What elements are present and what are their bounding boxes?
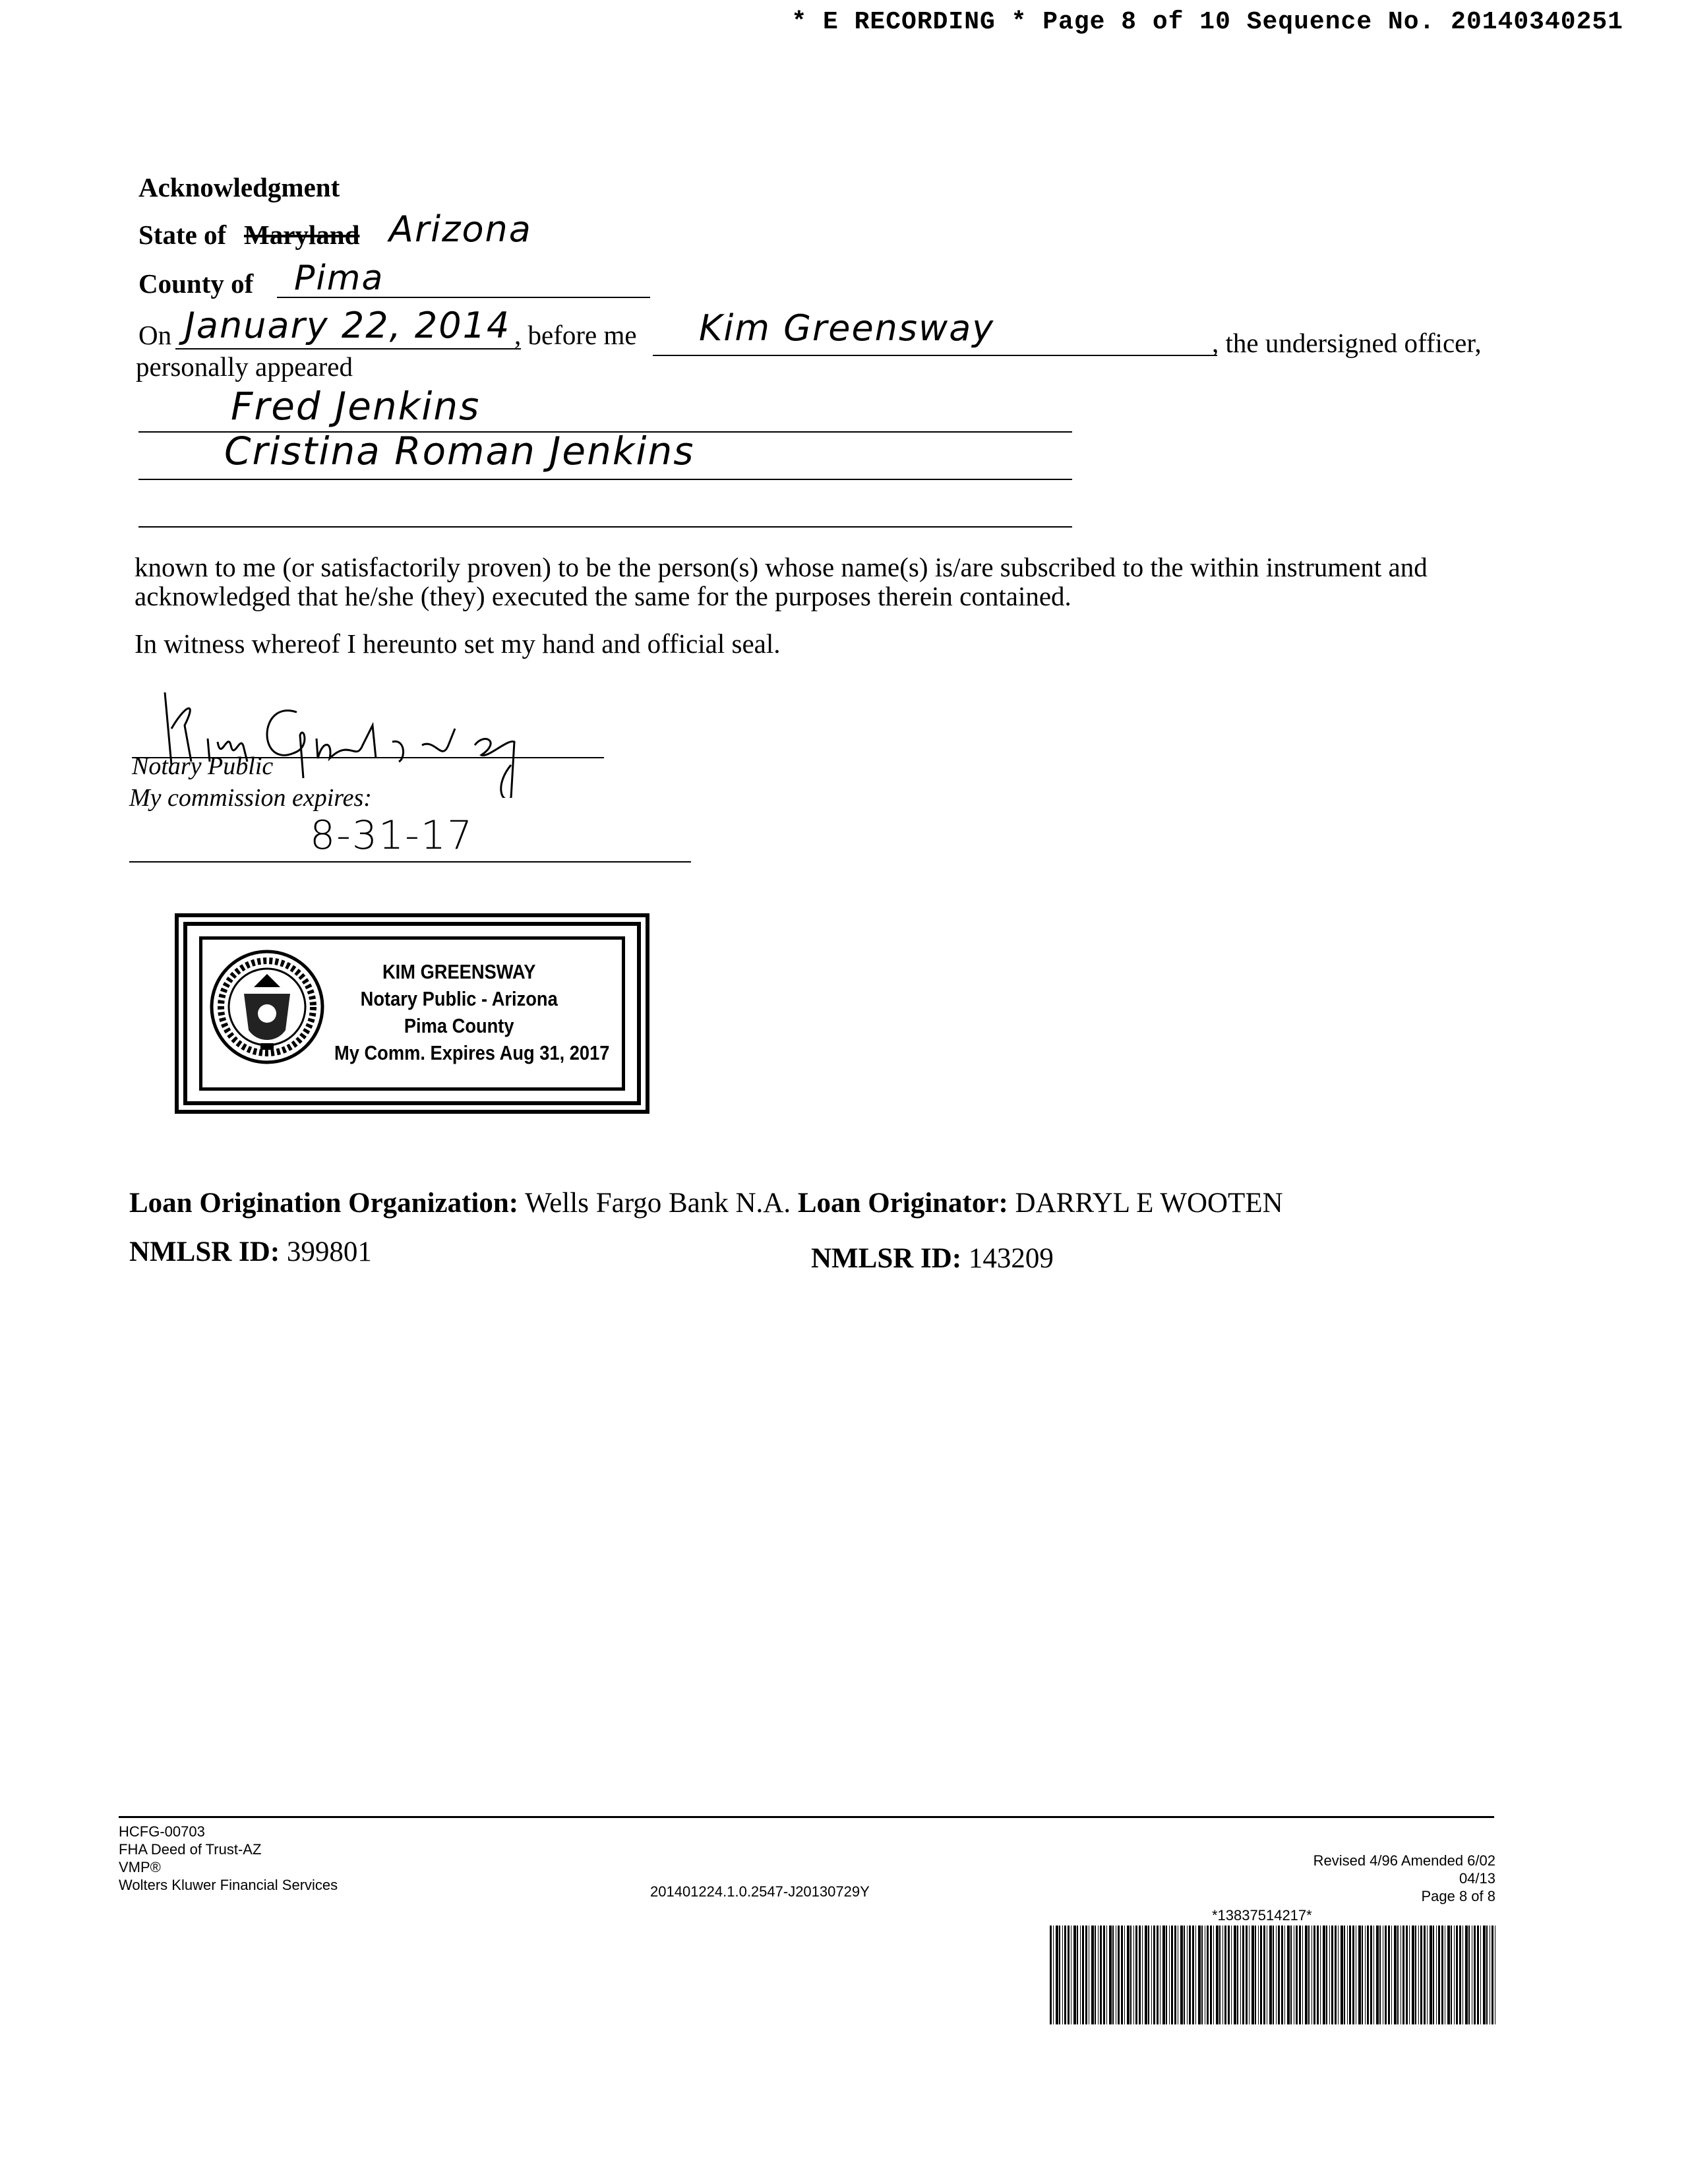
footer-revised: Revised 4/96 Amended 6/02 bbox=[1313, 1852, 1495, 1869]
county-label: County of bbox=[138, 268, 254, 299]
officer-line bbox=[653, 355, 1217, 356]
barcode bbox=[1050, 1926, 1495, 2024]
barcode-text: *13837514217* bbox=[1212, 1907, 1312, 1924]
on-label: On bbox=[138, 320, 172, 350]
county-handwritten: Pima bbox=[294, 258, 384, 298]
commission-date-handwritten: 8-31-17 bbox=[310, 812, 474, 859]
state-label: State of bbox=[138, 220, 227, 250]
loan-org-label: Loan Origination Organization: bbox=[129, 1188, 519, 1219]
footer-page: Page 8 of 8 bbox=[1421, 1888, 1495, 1904]
state-handwritten: Arizona bbox=[389, 208, 532, 250]
date-line bbox=[175, 348, 521, 349]
footer-date: 04/13 bbox=[1459, 1870, 1495, 1887]
footer-form-code: HCFG-00703 bbox=[119, 1823, 205, 1840]
footer-vmp: VMP® bbox=[119, 1859, 161, 1875]
commission-line bbox=[129, 861, 691, 863]
stamp-line-county: Pima County bbox=[404, 1014, 514, 1037]
nmlsr-value-1: 399801 bbox=[286, 1236, 372, 1267]
nmlsr-org bbox=[129, 1236, 372, 1268]
state-seal-icon bbox=[208, 948, 326, 1066]
person-1: Fred Jenkins bbox=[231, 384, 481, 429]
person-2: Cristina Roman Jenkins bbox=[224, 429, 695, 473]
person-line-3 bbox=[138, 526, 1072, 528]
loan-originator-label: Loan Originator: bbox=[797, 1188, 1008, 1219]
footer-center-code: 201401224.1.0.2547-J20130729Y bbox=[650, 1883, 870, 1900]
stamp-line-expires: My Comm. Expires Aug 31, 2017 bbox=[334, 1041, 610, 1064]
date-handwritten: January 22, 2014 bbox=[185, 305, 511, 346]
stamp-text bbox=[334, 958, 610, 1066]
acknowledgment-title: Acknowledgment bbox=[138, 172, 340, 202]
witness-text: In witness whereof I hereunto set my hand and official seal. bbox=[135, 628, 781, 659]
stamp-line-name: KIM GREENSWAY bbox=[382, 960, 536, 983]
undersigned-label: , the undersigned officer, bbox=[1212, 328, 1482, 358]
state-struck: Maryland bbox=[244, 220, 360, 250]
person-line-2 bbox=[138, 479, 1072, 480]
footer-rule bbox=[119, 1816, 1494, 1818]
stamp-line-title: Notary Public - Arizona bbox=[360, 987, 558, 1010]
nmlsr-value-2: 143209 bbox=[968, 1243, 1054, 1274]
footer-right bbox=[1313, 1852, 1495, 1905]
nmlsr-originator bbox=[811, 1242, 1054, 1275]
footer-left bbox=[119, 1823, 338, 1894]
appeared-label: personally appeared bbox=[136, 351, 353, 382]
footer-publisher: Wolters Kluwer Financial Services bbox=[119, 1877, 338, 1893]
nmlsr-label-1: NMLSR ID: bbox=[129, 1236, 280, 1267]
footer-form-name: FHA Deed of Trust-AZ bbox=[119, 1841, 262, 1858]
before-me-label: , before me bbox=[514, 320, 637, 350]
stamp-inner-border bbox=[199, 936, 625, 1091]
known-text: known to me (or satisfactorily proven) to be the person(s) whose name(s) is/are subscribed to the within instrument and bbox=[135, 552, 1428, 582]
officer-handwritten: Kim Greensway bbox=[699, 307, 995, 349]
loan-originator-value: DARRYL E WOOTEN bbox=[1015, 1188, 1283, 1219]
notary-stamp bbox=[183, 922, 641, 1105]
notary-label: Notary Public bbox=[132, 752, 274, 780]
nmlsr-label-2: NMLSR ID: bbox=[811, 1243, 962, 1274]
recording-header: * E RECORDING * Page 8 of 10 Sequence No. 20140340251 bbox=[791, 8, 1623, 36]
acknowledged-text: acknowledged that he/she (they) executed the same for the purposes therein contained. bbox=[135, 581, 1071, 611]
commission-label: My commission expires: bbox=[129, 784, 372, 812]
loan-org-row bbox=[129, 1187, 1283, 1219]
loan-org-value: Wells Fargo Bank N.A. bbox=[525, 1188, 791, 1219]
